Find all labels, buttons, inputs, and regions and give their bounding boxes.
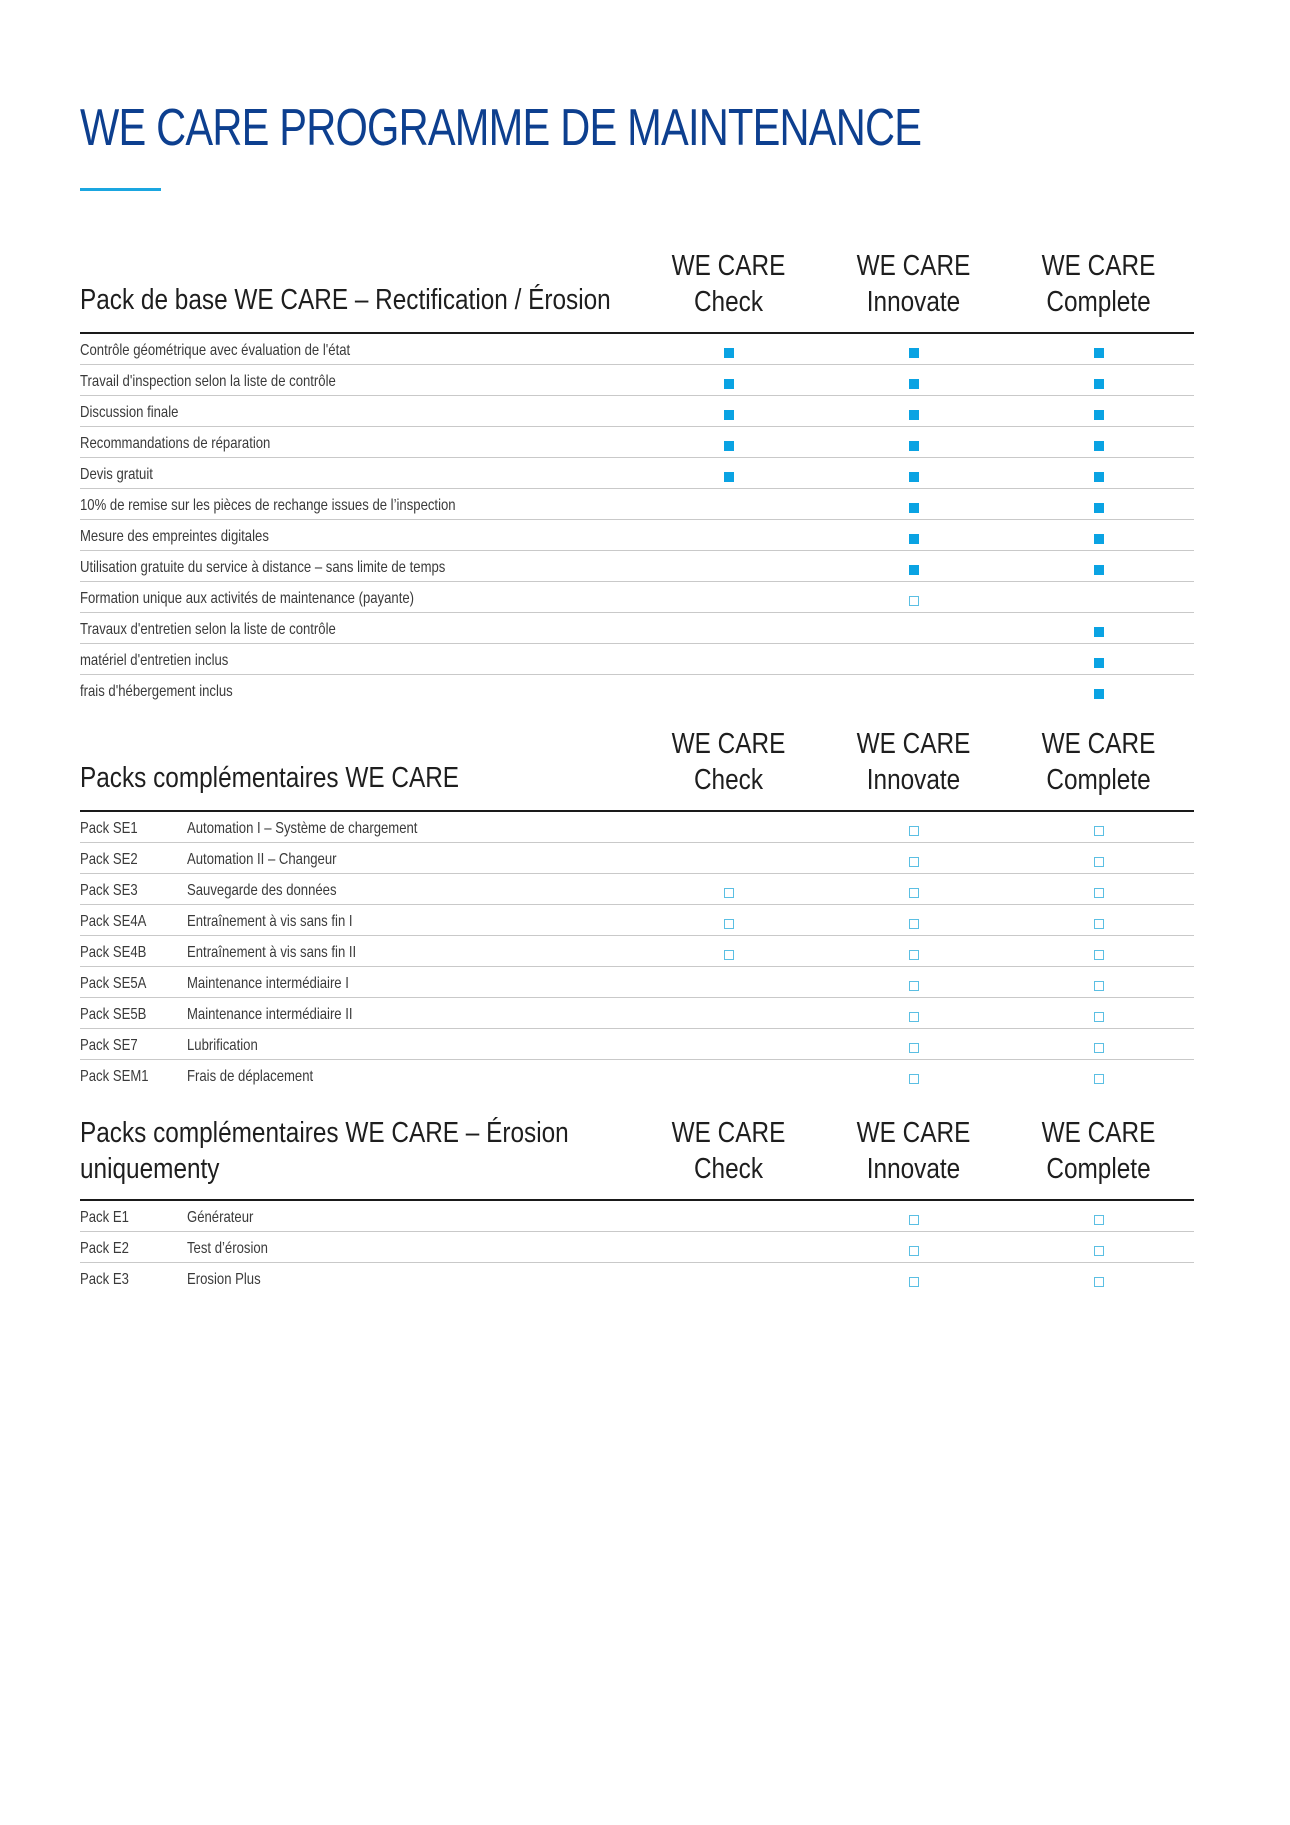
optional-square-icon bbox=[1094, 950, 1104, 960]
column-header-line2: Complete bbox=[1046, 764, 1151, 796]
column-header-line2: Innovate bbox=[866, 764, 961, 796]
optional-square-icon bbox=[1094, 1215, 1104, 1225]
pack-description: Sauvegarde des données bbox=[187, 882, 337, 899]
table-row bbox=[80, 396, 1194, 427]
cell-complete bbox=[1006, 582, 1191, 612]
column-header-line2: Check bbox=[693, 1153, 764, 1185]
column-header-check bbox=[636, 248, 821, 320]
included-square-icon bbox=[1094, 472, 1104, 482]
pack-description: Entraînement à vis sans fin I bbox=[187, 913, 353, 930]
feature-label: Formation unique aux activités de maintenance (payante) bbox=[80, 590, 415, 607]
table-row bbox=[80, 812, 1194, 843]
cell-complete bbox=[1006, 520, 1191, 550]
optional-square-icon bbox=[1094, 1043, 1104, 1053]
column-header-innovate bbox=[821, 248, 1006, 320]
cell-check bbox=[636, 812, 821, 842]
cell-innovate bbox=[821, 998, 1006, 1028]
cell-check bbox=[636, 582, 821, 612]
optional-square-icon bbox=[909, 950, 919, 960]
table-row bbox=[80, 1232, 1194, 1263]
cell-complete bbox=[1006, 396, 1191, 426]
included-square-icon bbox=[909, 379, 919, 389]
section-base-pack bbox=[80, 250, 1194, 705]
table-row bbox=[80, 520, 1194, 551]
cell-check bbox=[636, 905, 821, 935]
section-header bbox=[80, 250, 1194, 334]
table-row bbox=[80, 1060, 1194, 1090]
optional-square-icon bbox=[909, 1215, 919, 1225]
table-row bbox=[80, 582, 1194, 613]
cell-check bbox=[636, 458, 821, 488]
column-header-line1: WE CARE bbox=[1041, 728, 1156, 760]
cell-complete bbox=[1006, 967, 1191, 997]
table-row bbox=[80, 334, 1194, 365]
column-header-complete bbox=[1006, 248, 1191, 320]
included-square-icon bbox=[724, 348, 734, 358]
cell-check bbox=[636, 613, 821, 643]
pack-code: Pack E3 bbox=[80, 1271, 129, 1288]
cell-innovate bbox=[821, 1029, 1006, 1059]
cell-innovate bbox=[821, 967, 1006, 997]
pack-description: Test d’érosion bbox=[187, 1240, 268, 1257]
cell-complete bbox=[1006, 843, 1191, 873]
optional-square-icon bbox=[1094, 919, 1104, 929]
column-header-line2: Complete bbox=[1046, 1153, 1151, 1185]
cell-check bbox=[636, 365, 821, 395]
included-square-icon bbox=[909, 565, 919, 575]
optional-square-icon bbox=[1094, 857, 1104, 867]
optional-square-icon bbox=[1094, 826, 1104, 836]
cell-complete bbox=[1006, 1263, 1191, 1293]
table-row bbox=[80, 998, 1194, 1029]
optional-square-icon bbox=[1094, 1246, 1104, 1256]
included-square-icon bbox=[909, 534, 919, 544]
cell-complete bbox=[1006, 489, 1191, 519]
column-header-line1: WE CARE bbox=[671, 1117, 786, 1149]
title-accent-rule bbox=[80, 188, 161, 191]
pack-description: Lubrification bbox=[187, 1037, 258, 1054]
included-square-icon bbox=[1094, 348, 1104, 358]
column-header-complete bbox=[1006, 726, 1191, 798]
cell-innovate bbox=[821, 551, 1006, 581]
pack-description: Maintenance intermédiaire I bbox=[187, 975, 349, 992]
table-row bbox=[80, 1201, 1194, 1232]
included-square-icon bbox=[1094, 379, 1104, 389]
feature-label: Recommandations de réparation bbox=[80, 435, 271, 452]
optional-square-icon bbox=[1094, 981, 1104, 991]
section-complementary-packs bbox=[80, 728, 1194, 1090]
cell-check bbox=[636, 843, 821, 873]
cell-innovate bbox=[821, 905, 1006, 935]
section-title: Pack de base WE CARE – Rectification / Érosion bbox=[80, 284, 611, 316]
column-header-line1: WE CARE bbox=[671, 250, 786, 282]
column-header-innovate bbox=[821, 726, 1006, 798]
feature-label: 10% de remise sur les pièces de rechange issues de l’inspection bbox=[80, 497, 456, 514]
included-square-icon bbox=[1094, 410, 1104, 420]
included-square-icon bbox=[909, 348, 919, 358]
cell-innovate bbox=[821, 1201, 1006, 1231]
included-square-icon bbox=[1094, 658, 1104, 668]
cell-check bbox=[636, 644, 821, 674]
included-square-icon bbox=[1094, 534, 1104, 544]
cell-complete bbox=[1006, 874, 1191, 904]
cell-check bbox=[636, 1263, 821, 1293]
pack-code: Pack SEM1 bbox=[80, 1068, 149, 1085]
column-header-line1: WE CARE bbox=[671, 728, 786, 760]
cell-innovate bbox=[821, 675, 1006, 705]
optional-square-icon bbox=[909, 857, 919, 867]
table-row bbox=[80, 489, 1194, 520]
table-row bbox=[80, 874, 1194, 905]
table-row bbox=[80, 458, 1194, 489]
included-square-icon bbox=[909, 410, 919, 420]
included-square-icon bbox=[909, 441, 919, 451]
cell-check bbox=[636, 551, 821, 581]
column-header-line1: WE CARE bbox=[1041, 250, 1156, 282]
cell-innovate bbox=[821, 582, 1006, 612]
cell-complete bbox=[1006, 1060, 1191, 1090]
table-row bbox=[80, 1263, 1194, 1293]
section-title-line2: uniquementy bbox=[80, 1153, 220, 1185]
optional-square-icon bbox=[909, 1043, 919, 1053]
cell-check bbox=[636, 427, 821, 457]
optional-square-icon bbox=[724, 888, 734, 898]
optional-square-icon bbox=[1094, 888, 1104, 898]
optional-square-icon bbox=[1094, 1277, 1104, 1287]
cell-check bbox=[636, 1060, 821, 1090]
optional-square-icon bbox=[1094, 1012, 1104, 1022]
table-row bbox=[80, 675, 1194, 705]
pack-rows bbox=[80, 1201, 1194, 1293]
cell-check bbox=[636, 1201, 821, 1231]
optional-square-icon bbox=[909, 596, 919, 606]
table-row bbox=[80, 936, 1194, 967]
cell-check bbox=[636, 967, 821, 997]
optional-square-icon bbox=[909, 826, 919, 836]
included-square-icon bbox=[1094, 441, 1104, 451]
included-square-icon bbox=[909, 472, 919, 482]
table-row bbox=[80, 365, 1194, 396]
section-header bbox=[80, 728, 1194, 812]
column-header-check bbox=[636, 1115, 821, 1187]
column-header-line1: WE CARE bbox=[856, 250, 971, 282]
cell-complete bbox=[1006, 613, 1191, 643]
column-header-line1: WE CARE bbox=[1041, 1117, 1156, 1149]
feature-rows bbox=[80, 334, 1194, 705]
column-header-line2: Check bbox=[693, 286, 764, 318]
column-header-line2: Innovate bbox=[866, 1153, 961, 1185]
cell-complete bbox=[1006, 905, 1191, 935]
cell-innovate bbox=[821, 458, 1006, 488]
cell-check bbox=[636, 936, 821, 966]
cell-check bbox=[636, 489, 821, 519]
feature-label: Travaux d'entretien selon la liste de contrôle bbox=[80, 621, 336, 638]
optional-square-icon bbox=[909, 1074, 919, 1084]
optional-square-icon bbox=[724, 919, 734, 929]
pack-code: Pack SE1 bbox=[80, 820, 138, 837]
column-header-complete bbox=[1006, 1115, 1191, 1187]
included-square-icon bbox=[724, 410, 734, 420]
included-square-icon bbox=[724, 472, 734, 482]
pack-code: Pack E2 bbox=[80, 1240, 129, 1257]
cell-check bbox=[636, 1232, 821, 1262]
column-header-line1: WE CARE bbox=[856, 728, 971, 760]
feature-label: Contrôle géométrique avec évaluation de l'état bbox=[80, 342, 351, 359]
pack-description: Entraînement à vis sans fin II bbox=[187, 944, 357, 961]
feature-label: Discussion finale bbox=[80, 404, 179, 421]
cell-complete bbox=[1006, 427, 1191, 457]
cell-check bbox=[636, 396, 821, 426]
cell-complete bbox=[1006, 1029, 1191, 1059]
feature-label: Travail d'inspection selon la liste de contrôle bbox=[80, 373, 336, 390]
cell-check bbox=[636, 334, 821, 364]
cell-complete bbox=[1006, 1232, 1191, 1262]
pack-code: Pack SE4A bbox=[80, 913, 147, 930]
page-title: WE CARE PROGRAMME DE MAINTENANCE bbox=[80, 99, 922, 157]
section-header bbox=[80, 1117, 1194, 1201]
cell-check bbox=[636, 1029, 821, 1059]
pack-code: Pack SE7 bbox=[80, 1037, 138, 1054]
cell-complete bbox=[1006, 998, 1191, 1028]
cell-innovate bbox=[821, 812, 1006, 842]
table-row bbox=[80, 427, 1194, 458]
cell-complete bbox=[1006, 334, 1191, 364]
section-title-line1: Packs complémentaires WE CARE – Érosion bbox=[80, 1117, 569, 1149]
included-square-icon bbox=[1094, 689, 1104, 699]
included-square-icon bbox=[1094, 503, 1104, 513]
pack-code: Pack SE4B bbox=[80, 944, 147, 961]
cell-complete bbox=[1006, 551, 1191, 581]
pack-description: Automation II – Changeur bbox=[187, 851, 337, 868]
column-header-line2: Innovate bbox=[866, 286, 961, 318]
cell-innovate bbox=[821, 427, 1006, 457]
pack-code: Pack SE2 bbox=[80, 851, 138, 868]
included-square-icon bbox=[724, 379, 734, 389]
cell-innovate bbox=[821, 613, 1006, 643]
optional-square-icon bbox=[909, 1246, 919, 1256]
table-row bbox=[80, 1029, 1194, 1060]
feature-label: Mesure des empreintes digitales bbox=[80, 528, 269, 545]
cell-innovate bbox=[821, 489, 1006, 519]
optional-square-icon bbox=[724, 950, 734, 960]
pack-rows bbox=[80, 812, 1194, 1090]
table-row bbox=[80, 843, 1194, 874]
table-row bbox=[80, 905, 1194, 936]
feature-label: frais d'hébergement inclus bbox=[80, 683, 233, 700]
section-erosion-packs bbox=[80, 1117, 1194, 1293]
optional-square-icon bbox=[909, 981, 919, 991]
cell-innovate bbox=[821, 334, 1006, 364]
included-square-icon bbox=[909, 503, 919, 513]
included-square-icon bbox=[1094, 627, 1104, 637]
optional-square-icon bbox=[1094, 1074, 1104, 1084]
cell-complete bbox=[1006, 936, 1191, 966]
table-row bbox=[80, 967, 1194, 998]
cell-check bbox=[636, 675, 821, 705]
cell-innovate bbox=[821, 1232, 1006, 1262]
feature-label: matériel d'entretien inclus bbox=[80, 652, 229, 669]
cell-check bbox=[636, 874, 821, 904]
optional-square-icon bbox=[909, 919, 919, 929]
section-title bbox=[80, 1115, 569, 1187]
included-square-icon bbox=[1094, 565, 1104, 575]
pack-code: Pack SE5A bbox=[80, 975, 147, 992]
cell-complete bbox=[1006, 675, 1191, 705]
pack-code: Pack SE5B bbox=[80, 1006, 147, 1023]
feature-label: Utilisation gratuite du service à distance – sans limite de temps bbox=[80, 559, 446, 576]
cell-innovate bbox=[821, 644, 1006, 674]
column-header-line2: Complete bbox=[1046, 286, 1151, 318]
cell-complete bbox=[1006, 644, 1191, 674]
cell-complete bbox=[1006, 812, 1191, 842]
cell-innovate bbox=[821, 843, 1006, 873]
pack-code: Pack SE3 bbox=[80, 882, 138, 899]
column-header-check bbox=[636, 726, 821, 798]
cell-innovate bbox=[821, 1263, 1006, 1293]
column-header-line2: Check bbox=[693, 764, 764, 796]
column-header-innovate bbox=[821, 1115, 1006, 1187]
table-row bbox=[80, 644, 1194, 675]
cell-innovate bbox=[821, 520, 1006, 550]
cell-innovate bbox=[821, 365, 1006, 395]
pack-description: Frais de déplacement bbox=[187, 1068, 314, 1085]
optional-square-icon bbox=[909, 1277, 919, 1287]
pack-description: Automation I – Système de chargement bbox=[187, 820, 418, 837]
pack-description: Erosion Plus bbox=[187, 1271, 261, 1288]
pack-description: Générateur bbox=[187, 1209, 254, 1226]
cell-complete bbox=[1006, 365, 1191, 395]
cell-complete bbox=[1006, 458, 1191, 488]
cell-innovate bbox=[821, 396, 1006, 426]
table-row bbox=[80, 551, 1194, 582]
cell-complete bbox=[1006, 1201, 1191, 1231]
table-row bbox=[80, 613, 1194, 644]
included-square-icon bbox=[724, 441, 734, 451]
pack-code: Pack E1 bbox=[80, 1209, 129, 1226]
optional-square-icon bbox=[909, 1012, 919, 1022]
cell-check bbox=[636, 998, 821, 1028]
optional-square-icon bbox=[909, 888, 919, 898]
cell-check bbox=[636, 520, 821, 550]
cell-innovate bbox=[821, 874, 1006, 904]
feature-label: Devis gratuit bbox=[80, 466, 153, 483]
section-title: Packs complémentaires WE CARE bbox=[80, 762, 460, 794]
cell-innovate bbox=[821, 936, 1006, 966]
column-header-line1: WE CARE bbox=[856, 1117, 971, 1149]
cell-innovate bbox=[821, 1060, 1006, 1090]
pack-description: Maintenance intermédiaire II bbox=[187, 1006, 353, 1023]
